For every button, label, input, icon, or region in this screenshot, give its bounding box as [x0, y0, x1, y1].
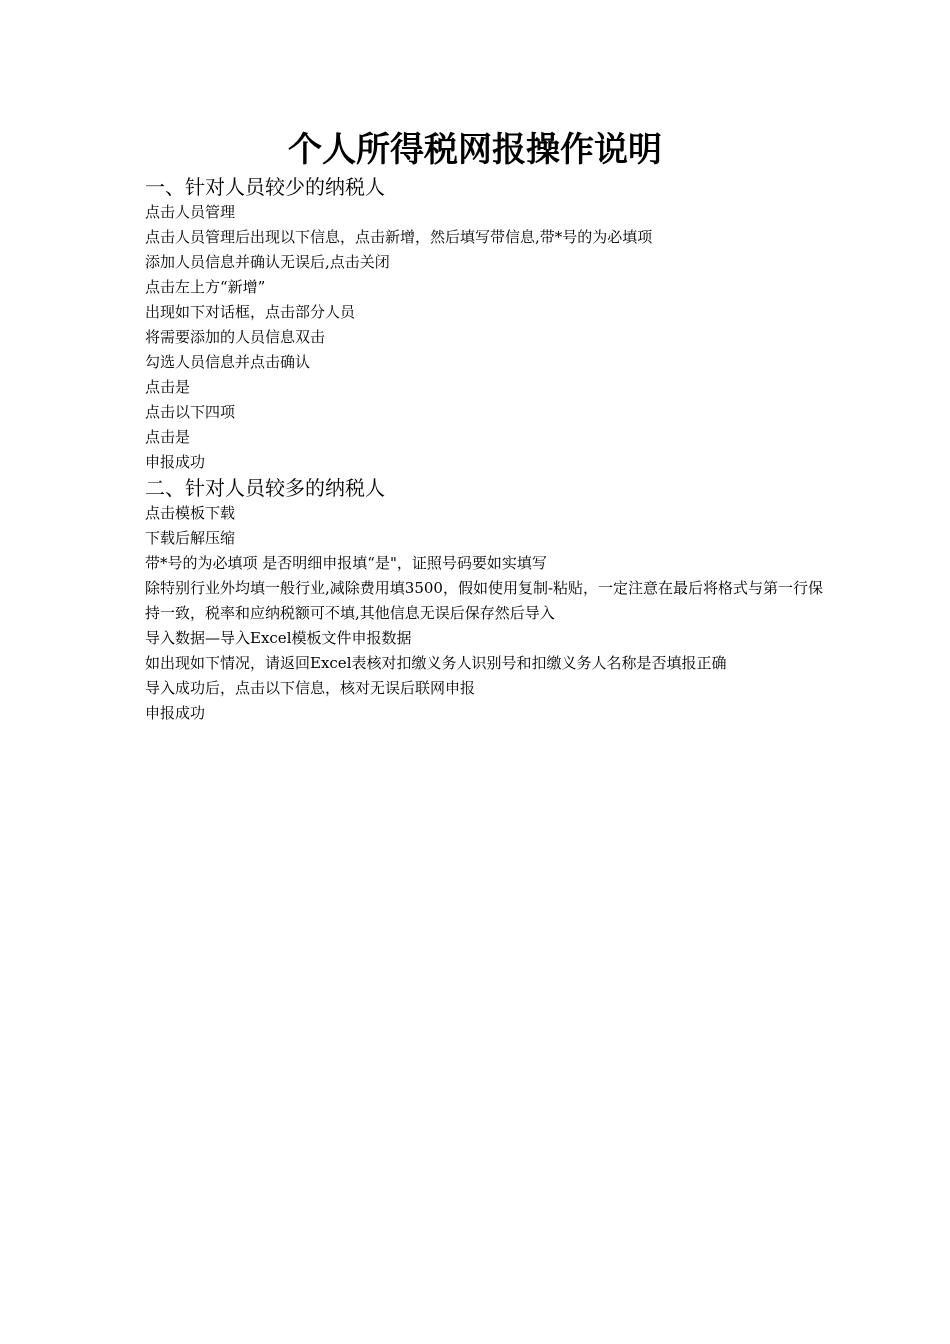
section2-step: 下载后解压缩	[145, 529, 236, 547]
section1-step: 点击人员管理	[145, 203, 236, 221]
section2-step: 申报成功	[145, 704, 206, 722]
section1-heading: 一、针对人员较少的纳税人	[145, 175, 385, 199]
section2-step: 导入成功后，点击以下信息，核对无误后联网申报	[145, 679, 476, 697]
section1-step: 添加人员信息并确认无误后,点击关闭	[145, 253, 390, 271]
section1-step: 勾选人员信息并点击确认	[145, 353, 311, 371]
section2-heading: 二、针对人员较多的纳税人	[145, 476, 385, 500]
section1-step: 点击是	[145, 428, 191, 446]
section1-step: 点击左上方“新增”	[145, 278, 266, 296]
document-title: 个人所得税网报操作说明	[288, 130, 662, 170]
section2-step: 除特别行业外均填一般行业,减除费用填3500，假如使用复制-粘贴，一定注意在最后将格式与第一行保持一致，税率和应纳税额可不填,其他信息无误后保存然后导入	[145, 579, 824, 622]
section2-step: 点击模板下载	[145, 504, 236, 522]
section2-step: 导入数据—导入Excel模板文件申报数据	[145, 629, 412, 647]
section1-step: 出现如下对话框，点击部分人员	[145, 303, 356, 321]
section1-step: 申报成功	[145, 453, 206, 471]
section1-step: 点击人员管理后出现以下信息，点击新增，然后填写带信息,带*号的为必填项	[145, 228, 653, 246]
section1-step: 将需要添加的人员信息双击	[145, 328, 326, 346]
section2-step: 带*号的为必填项 是否明细申报填“是"，证照号码要如实填写	[145, 554, 547, 572]
section1-step: 点击以下四项	[145, 403, 236, 421]
document-body	[145, 174, 825, 726]
section1-step: 点击是	[145, 378, 191, 396]
section2-step: 如出现如下情况，请返回Excel表核对扣缴义务人识别号和扣缴义务人名称是否填报正确	[145, 654, 727, 672]
